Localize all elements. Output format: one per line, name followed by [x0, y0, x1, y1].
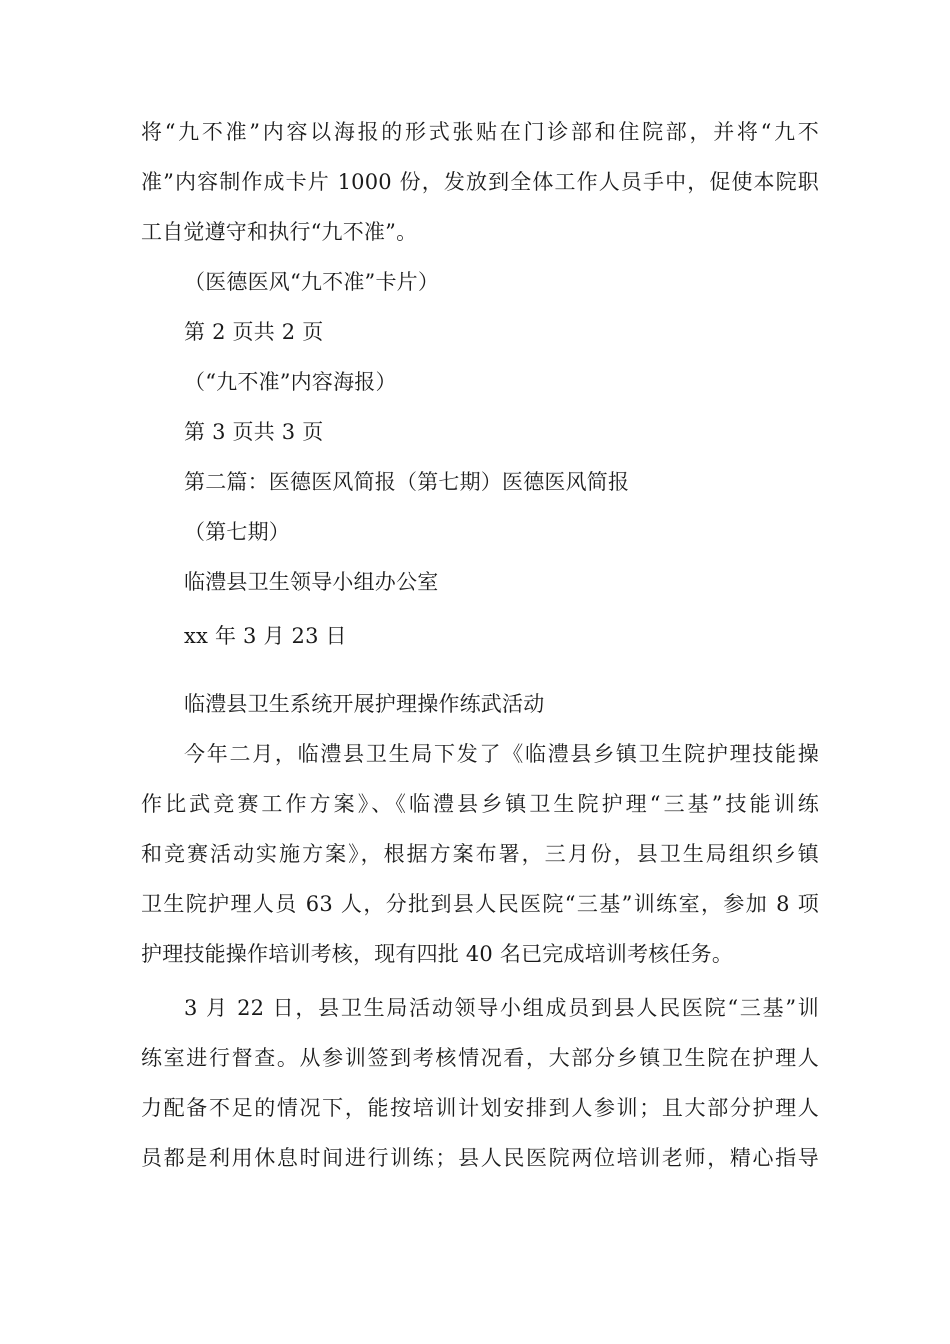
caption: （医德医风“九不准”卡片）	[184, 270, 440, 294]
text-line: 今年二月，临澧县卫生局下发了《临澧县乡镇卫生院护理技能操	[184, 742, 819, 766]
text-line: 工自觉遵守和执行“九不准”。	[141, 220, 418, 244]
section-heading: 第二篇：医德医风简报（第七期）医德医风简报	[184, 470, 630, 494]
text-line: 和竞赛活动实施方案》，根据方案布署，三月份，县卫生局组织乡镇	[141, 842, 819, 866]
text-line: 员都是利用休息时间进行训练；县人民医院两位培训老师，精心指导	[141, 1146, 819, 1170]
text-line: 练室进行督查。从参训签到考核情况看，大部分乡镇卫生院在护理人	[141, 1046, 819, 1070]
text-line: 准”内容制作成卡片 1000 份，发放到全体工作人员手中，促使本院职	[141, 170, 819, 194]
text-line: 作比武竞赛工作方案》、《临澧县乡镇卫生院护理“三基”技能训练	[141, 792, 819, 816]
text-line: 护理技能操作培训考核，现有四批 40 名已完成培训考核任务。	[141, 942, 734, 966]
issue-date: xx 年 3 月 23 日	[184, 624, 347, 648]
page-counter: 第 2 页共 2 页	[184, 320, 324, 344]
text-line: 卫生院护理人员 63 人，分批到县人民医院“三基”训练室，参加 8 项	[141, 892, 819, 916]
issuing-office: 临澧县卫生领导小组办公室	[184, 570, 439, 594]
text-line: 将“九不准”内容以海报的形式张贴在门诊部和住院部，并将“九不	[141, 120, 819, 144]
issue-number: （第七期）	[184, 520, 290, 544]
article-title: 临澧县卫生系统开展护理操作练武活动	[184, 692, 545, 716]
caption: （“九不准”内容海报）	[184, 370, 397, 394]
text-line: 力配备不足的情况下，能按培训计划安排到人参训；且大部分护理人	[141, 1096, 819, 1120]
page-counter: 第 3 页共 3 页	[184, 420, 324, 444]
text-line: 3 月 22 日，县卫生局活动领导小组成员到县人民医院“三基”训	[184, 996, 819, 1020]
